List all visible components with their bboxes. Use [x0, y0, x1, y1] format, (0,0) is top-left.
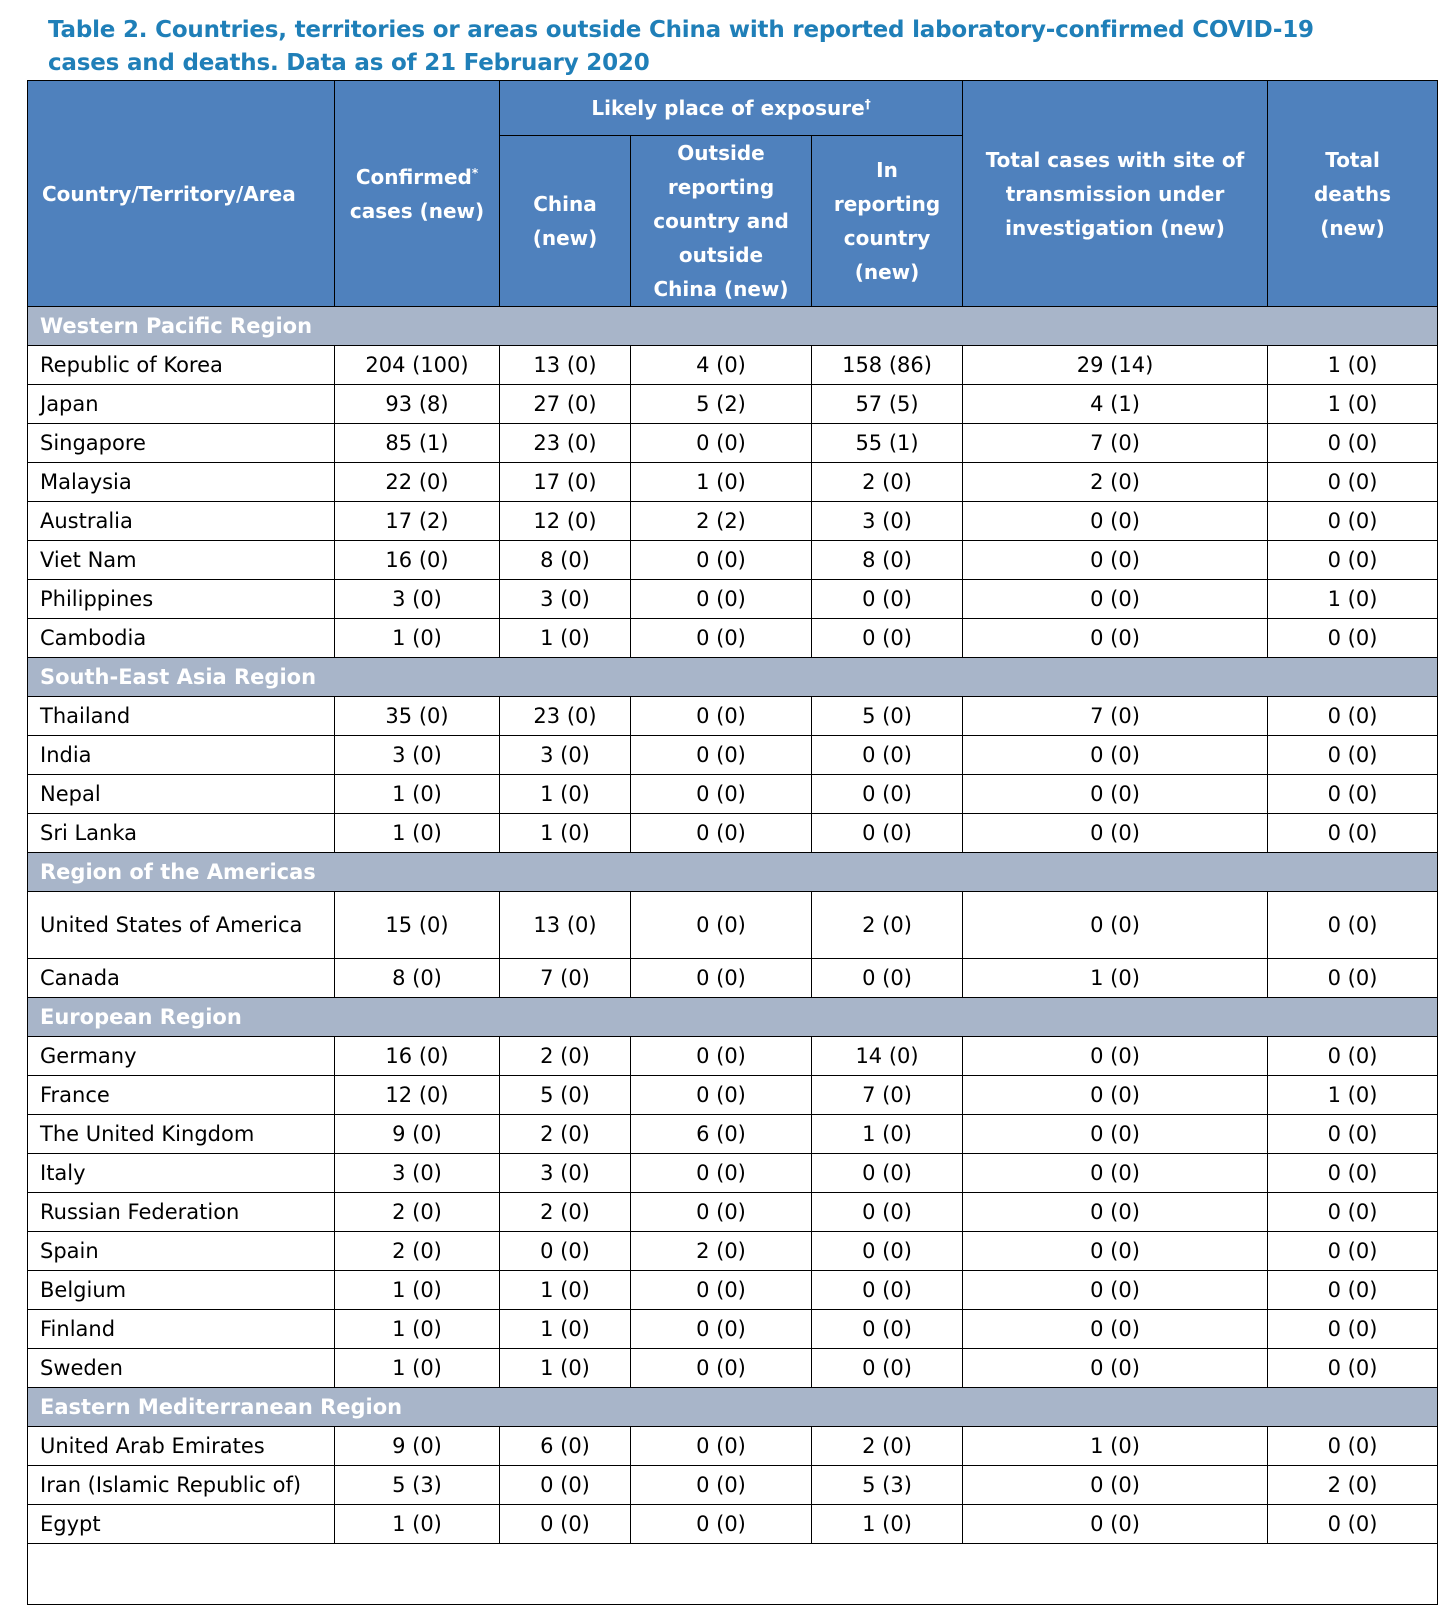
outside-cell: 0 (0)	[631, 1154, 812, 1193]
table-body	[28, 307, 1438, 1605]
country-cell: Spain	[28, 1232, 335, 1271]
country-cell: Singapore	[28, 424, 335, 463]
confirmed-cell: 1 (0)	[335, 1505, 500, 1544]
outside-cell: 0 (0)	[631, 1505, 812, 1544]
region-label: European Region	[28, 998, 1438, 1037]
confirmed-cell: 2 (0)	[335, 1193, 500, 1232]
china-cell: 23 (0)	[500, 697, 631, 736]
china-cell: 13 (0)	[500, 892, 631, 959]
outside-cell: 0 (0)	[631, 541, 812, 580]
china-cell: 0 (0)	[500, 1505, 631, 1544]
outside-cell: 0 (0)	[631, 1076, 812, 1115]
in-cell: 1 (0)	[812, 1505, 963, 1544]
in-cell: 55 (1)	[812, 424, 963, 463]
confirmed-cell: 9 (0)	[335, 1115, 500, 1154]
investigation-cell: 7 (0)	[963, 697, 1268, 736]
confirmed-cell: 1 (0)	[335, 775, 500, 814]
confirmed-cell: 93 (8)	[335, 385, 500, 424]
deaths-cell: 0 (0)	[1268, 959, 1438, 998]
china-cell: 23 (0)	[500, 424, 631, 463]
china-cell: 8 (0)	[500, 541, 631, 580]
in-cell: 57 (5)	[812, 385, 963, 424]
region-row	[28, 998, 1438, 1037]
confirmed-cell: 22 (0)	[335, 463, 500, 502]
deaths-cell: 2 (0)	[1268, 1466, 1438, 1505]
china-cell: 12 (0)	[500, 502, 631, 541]
in-cell: 0 (0)	[812, 736, 963, 775]
investigation-cell: 0 (0)	[963, 814, 1268, 853]
china-cell: 0 (0)	[500, 1466, 631, 1505]
country-cell: Russian Federation	[28, 1193, 335, 1232]
confirmed-cell: 85 (1)	[335, 424, 500, 463]
deaths-cell: 0 (0)	[1268, 541, 1438, 580]
confirmed-cell: 17 (2)	[335, 502, 500, 541]
confirmed-cell: 204 (100)	[335, 346, 500, 385]
table-row	[28, 814, 1438, 853]
header-confirmed: Confirmed* cases (new)	[335, 81, 500, 307]
outside-cell: 0 (0)	[631, 814, 812, 853]
table-row	[28, 619, 1438, 658]
in-cell: 158 (86)	[812, 346, 963, 385]
investigation-cell: 0 (0)	[963, 1505, 1268, 1544]
deaths-cell: 0 (0)	[1268, 697, 1438, 736]
region-row	[28, 1388, 1438, 1427]
in-cell: 5 (0)	[812, 697, 963, 736]
table-row	[28, 346, 1438, 385]
china-cell: 1 (0)	[500, 1310, 631, 1349]
deaths-cell: 1 (0)	[1268, 385, 1438, 424]
region-row	[28, 658, 1438, 697]
country-cell: Egypt	[28, 1505, 335, 1544]
outside-cell: 0 (0)	[631, 1037, 812, 1076]
country-cell: Finland	[28, 1310, 335, 1349]
country-cell: Canada	[28, 959, 335, 998]
country-cell: Iran (Islamic Republic of)	[28, 1466, 335, 1505]
investigation-cell: 0 (0)	[963, 775, 1268, 814]
china-cell: 6 (0)	[500, 1427, 631, 1466]
investigation-cell: 2 (0)	[963, 463, 1268, 502]
investigation-cell: 0 (0)	[963, 1037, 1268, 1076]
in-cell: 1 (0)	[812, 1115, 963, 1154]
investigation-cell: 0 (0)	[963, 1271, 1268, 1310]
confirmed-cell: 35 (0)	[335, 697, 500, 736]
confirmed-cell: 8 (0)	[335, 959, 500, 998]
investigation-cell: 0 (0)	[963, 1115, 1268, 1154]
investigation-cell: 0 (0)	[963, 1076, 1268, 1115]
outside-cell: 0 (0)	[631, 1193, 812, 1232]
outside-cell: 4 (0)	[631, 346, 812, 385]
china-cell: 1 (0)	[500, 814, 631, 853]
table-row	[28, 1115, 1438, 1154]
investigation-cell: 0 (0)	[963, 541, 1268, 580]
investigation-cell: 0 (0)	[963, 1154, 1268, 1193]
deaths-cell: 0 (0)	[1268, 619, 1438, 658]
country-cell: Malaysia	[28, 463, 335, 502]
china-cell: 2 (0)	[500, 1193, 631, 1232]
in-cell: 2 (0)	[812, 892, 963, 959]
table-row	[28, 1310, 1438, 1349]
in-cell: 0 (0)	[812, 959, 963, 998]
header-under-investigation: Total cases with site of transmission under investigation (new)	[963, 81, 1268, 307]
country-cell: United Arab Emirates	[28, 1427, 335, 1466]
country-cell: Sweden	[28, 1349, 335, 1388]
china-cell: 17 (0)	[500, 463, 631, 502]
table-trailing-row	[28, 1544, 1438, 1605]
confirmed-cell: 3 (0)	[335, 1154, 500, 1193]
confirmed-cell: 1 (0)	[335, 1271, 500, 1310]
table-row	[28, 1427, 1438, 1466]
investigation-cell: 4 (1)	[963, 385, 1268, 424]
outside-cell: 0 (0)	[631, 1427, 812, 1466]
in-cell: 2 (0)	[812, 1427, 963, 1466]
country-cell: Japan	[28, 385, 335, 424]
outside-cell: 0 (0)	[631, 892, 812, 959]
outside-cell: 1 (0)	[631, 463, 812, 502]
deaths-cell: 0 (0)	[1268, 463, 1438, 502]
country-cell: Italy	[28, 1154, 335, 1193]
deaths-cell: 0 (0)	[1268, 736, 1438, 775]
table-caption: Table 2. Countries, territories or areas outside China with reported laboratory-confirmed COVID-19 cases and deaths. Data as of 21 February 2020	[48, 17, 1314, 76]
outside-cell: 6 (0)	[631, 1115, 812, 1154]
china-cell: 27 (0)	[500, 385, 631, 424]
confirmed-cell: 3 (0)	[335, 580, 500, 619]
in-cell: 0 (0)	[812, 1193, 963, 1232]
investigation-cell: 0 (0)	[963, 502, 1268, 541]
confirmed-cell: 9 (0)	[335, 1427, 500, 1466]
outside-cell: 0 (0)	[631, 959, 812, 998]
deaths-cell: 0 (0)	[1268, 1310, 1438, 1349]
region-label: Region of the Americas	[28, 853, 1438, 892]
header-country: Country/Territory/Area	[28, 81, 335, 307]
in-cell: 0 (0)	[812, 1349, 963, 1388]
deaths-cell: 1 (0)	[1268, 1076, 1438, 1115]
country-cell: Nepal	[28, 775, 335, 814]
outside-cell: 0 (0)	[631, 1466, 812, 1505]
in-cell: 2 (0)	[812, 463, 963, 502]
deaths-cell: 0 (0)	[1268, 1349, 1438, 1388]
deaths-cell: 0 (0)	[1268, 814, 1438, 853]
investigation-cell: 1 (0)	[963, 1427, 1268, 1466]
confirmed-cell: 15 (0)	[335, 892, 500, 959]
china-cell: 1 (0)	[500, 619, 631, 658]
china-cell: 3 (0)	[500, 1154, 631, 1193]
header-in-reporting: In reporting country (new)	[812, 136, 963, 307]
china-cell: 3 (0)	[500, 736, 631, 775]
outside-cell: 2 (2)	[631, 502, 812, 541]
china-cell: 3 (0)	[500, 580, 631, 619]
table-row	[28, 1037, 1438, 1076]
china-cell: 2 (0)	[500, 1115, 631, 1154]
in-cell: 8 (0)	[812, 541, 963, 580]
country-cell: The United Kingdom	[28, 1115, 335, 1154]
outside-cell: 0 (0)	[631, 1271, 812, 1310]
confirmed-cell: 16 (0)	[335, 541, 500, 580]
china-cell: 0 (0)	[500, 1232, 631, 1271]
in-cell: 0 (0)	[812, 580, 963, 619]
in-cell: 14 (0)	[812, 1037, 963, 1076]
header-outside-reporting: Outside reporting country and outside China (new)	[631, 136, 812, 307]
header-china: China (new)	[500, 136, 631, 307]
china-cell: 1 (0)	[500, 1271, 631, 1310]
investigation-cell: 0 (0)	[963, 1466, 1268, 1505]
in-cell: 0 (0)	[812, 1232, 963, 1271]
deaths-cell: 0 (0)	[1268, 1271, 1438, 1310]
country-cell: Australia	[28, 502, 335, 541]
table-row	[28, 736, 1438, 775]
table-row	[28, 502, 1438, 541]
country-cell: Sri Lanka	[28, 814, 335, 853]
table-row	[28, 1466, 1438, 1505]
deaths-cell: 1 (0)	[1268, 346, 1438, 385]
empty-cell	[28, 1544, 1438, 1605]
region-label: South-East Asia Region	[28, 658, 1438, 697]
deaths-cell: 0 (0)	[1268, 1193, 1438, 1232]
country-cell: Republic of Korea	[28, 346, 335, 385]
country-cell: France	[28, 1076, 335, 1115]
china-cell: 2 (0)	[500, 1037, 631, 1076]
china-cell: 1 (0)	[500, 1349, 631, 1388]
deaths-cell: 0 (0)	[1268, 1154, 1438, 1193]
table-row	[28, 1271, 1438, 1310]
in-cell: 3 (0)	[812, 502, 963, 541]
outside-cell: 0 (0)	[631, 580, 812, 619]
investigation-cell: 0 (0)	[963, 580, 1268, 619]
confirmed-cell: 1 (0)	[335, 1349, 500, 1388]
table-row	[28, 1232, 1438, 1271]
table-row	[28, 580, 1438, 619]
deaths-cell: 0 (0)	[1268, 424, 1438, 463]
outside-cell: 0 (0)	[631, 1310, 812, 1349]
investigation-cell: 0 (0)	[963, 1232, 1268, 1271]
country-cell: Viet Nam	[28, 541, 335, 580]
table-header	[28, 81, 1438, 307]
outside-cell: 0 (0)	[631, 1349, 812, 1388]
confirmed-cell: 16 (0)	[335, 1037, 500, 1076]
in-cell: 0 (0)	[812, 775, 963, 814]
confirmed-cell: 1 (0)	[335, 814, 500, 853]
deaths-cell: 0 (0)	[1268, 502, 1438, 541]
confirmed-cell: 1 (0)	[335, 619, 500, 658]
country-cell: India	[28, 736, 335, 775]
region-row	[28, 307, 1438, 346]
country-cell: Philippines	[28, 580, 335, 619]
confirmed-cell: 5 (3)	[335, 1466, 500, 1505]
table-row	[28, 385, 1438, 424]
country-cell: United States of America	[28, 892, 335, 959]
investigation-cell: 0 (0)	[963, 1349, 1268, 1388]
china-cell: 5 (0)	[500, 1076, 631, 1115]
table-row	[28, 424, 1438, 463]
investigation-cell: 7 (0)	[963, 424, 1268, 463]
investigation-cell: 1 (0)	[963, 959, 1268, 998]
deaths-cell: 0 (0)	[1268, 775, 1438, 814]
outside-cell: 0 (0)	[631, 697, 812, 736]
country-cell: Thailand	[28, 697, 335, 736]
header-likely-exposure: Likely place of exposure†	[500, 81, 963, 136]
country-cell: Cambodia	[28, 619, 335, 658]
in-cell: 5 (3)	[812, 1466, 963, 1505]
region-label: Western Pacific Region	[28, 307, 1438, 346]
table-row	[28, 892, 1438, 959]
deaths-cell: 1 (0)	[1268, 580, 1438, 619]
header-total-deaths: Total deaths (new)	[1268, 81, 1438, 307]
confirmed-cell: 1 (0)	[335, 1310, 500, 1349]
table-row	[28, 1076, 1438, 1115]
table-row	[28, 697, 1438, 736]
investigation-cell: 0 (0)	[963, 619, 1268, 658]
outside-cell: 0 (0)	[631, 775, 812, 814]
in-cell: 0 (0)	[812, 814, 963, 853]
deaths-cell: 0 (0)	[1268, 1037, 1438, 1076]
table-row	[28, 1154, 1438, 1193]
deaths-cell: 0 (0)	[1268, 1232, 1438, 1271]
outside-cell: 0 (0)	[631, 424, 812, 463]
in-cell: 0 (0)	[812, 1271, 963, 1310]
deaths-cell: 0 (0)	[1268, 1427, 1438, 1466]
outside-cell: 0 (0)	[631, 619, 812, 658]
table-row	[28, 1349, 1438, 1388]
china-cell: 1 (0)	[500, 775, 631, 814]
country-cell: Belgium	[28, 1271, 335, 1310]
covid-cases-table	[27, 80, 1438, 1605]
in-cell: 7 (0)	[812, 1076, 963, 1115]
china-cell: 13 (0)	[500, 346, 631, 385]
table-row	[28, 541, 1438, 580]
china-cell: 7 (0)	[500, 959, 631, 998]
investigation-cell: 29 (14)	[963, 346, 1268, 385]
investigation-cell: 0 (0)	[963, 1193, 1268, 1232]
confirmed-cell: 12 (0)	[335, 1076, 500, 1115]
outside-cell: 2 (0)	[631, 1232, 812, 1271]
table-row	[28, 1505, 1438, 1544]
table-row	[28, 1193, 1438, 1232]
confirmed-cell: 3 (0)	[335, 736, 500, 775]
country-cell: Germany	[28, 1037, 335, 1076]
investigation-cell: 0 (0)	[963, 892, 1268, 959]
deaths-cell: 0 (0)	[1268, 1505, 1438, 1544]
table-row	[28, 959, 1438, 998]
table-row	[28, 775, 1438, 814]
in-cell: 0 (0)	[812, 1154, 963, 1193]
outside-cell: 0 (0)	[631, 736, 812, 775]
confirmed-cell: 2 (0)	[335, 1232, 500, 1271]
in-cell: 0 (0)	[812, 1310, 963, 1349]
region-row	[28, 853, 1438, 892]
deaths-cell: 0 (0)	[1268, 892, 1438, 959]
outside-cell: 5 (2)	[631, 385, 812, 424]
table-row	[28, 463, 1438, 502]
deaths-cell: 0 (0)	[1268, 1115, 1438, 1154]
region-label: Eastern Mediterranean Region	[28, 1388, 1438, 1427]
investigation-cell: 0 (0)	[963, 736, 1268, 775]
investigation-cell: 0 (0)	[963, 1310, 1268, 1349]
in-cell: 0 (0)	[812, 619, 963, 658]
